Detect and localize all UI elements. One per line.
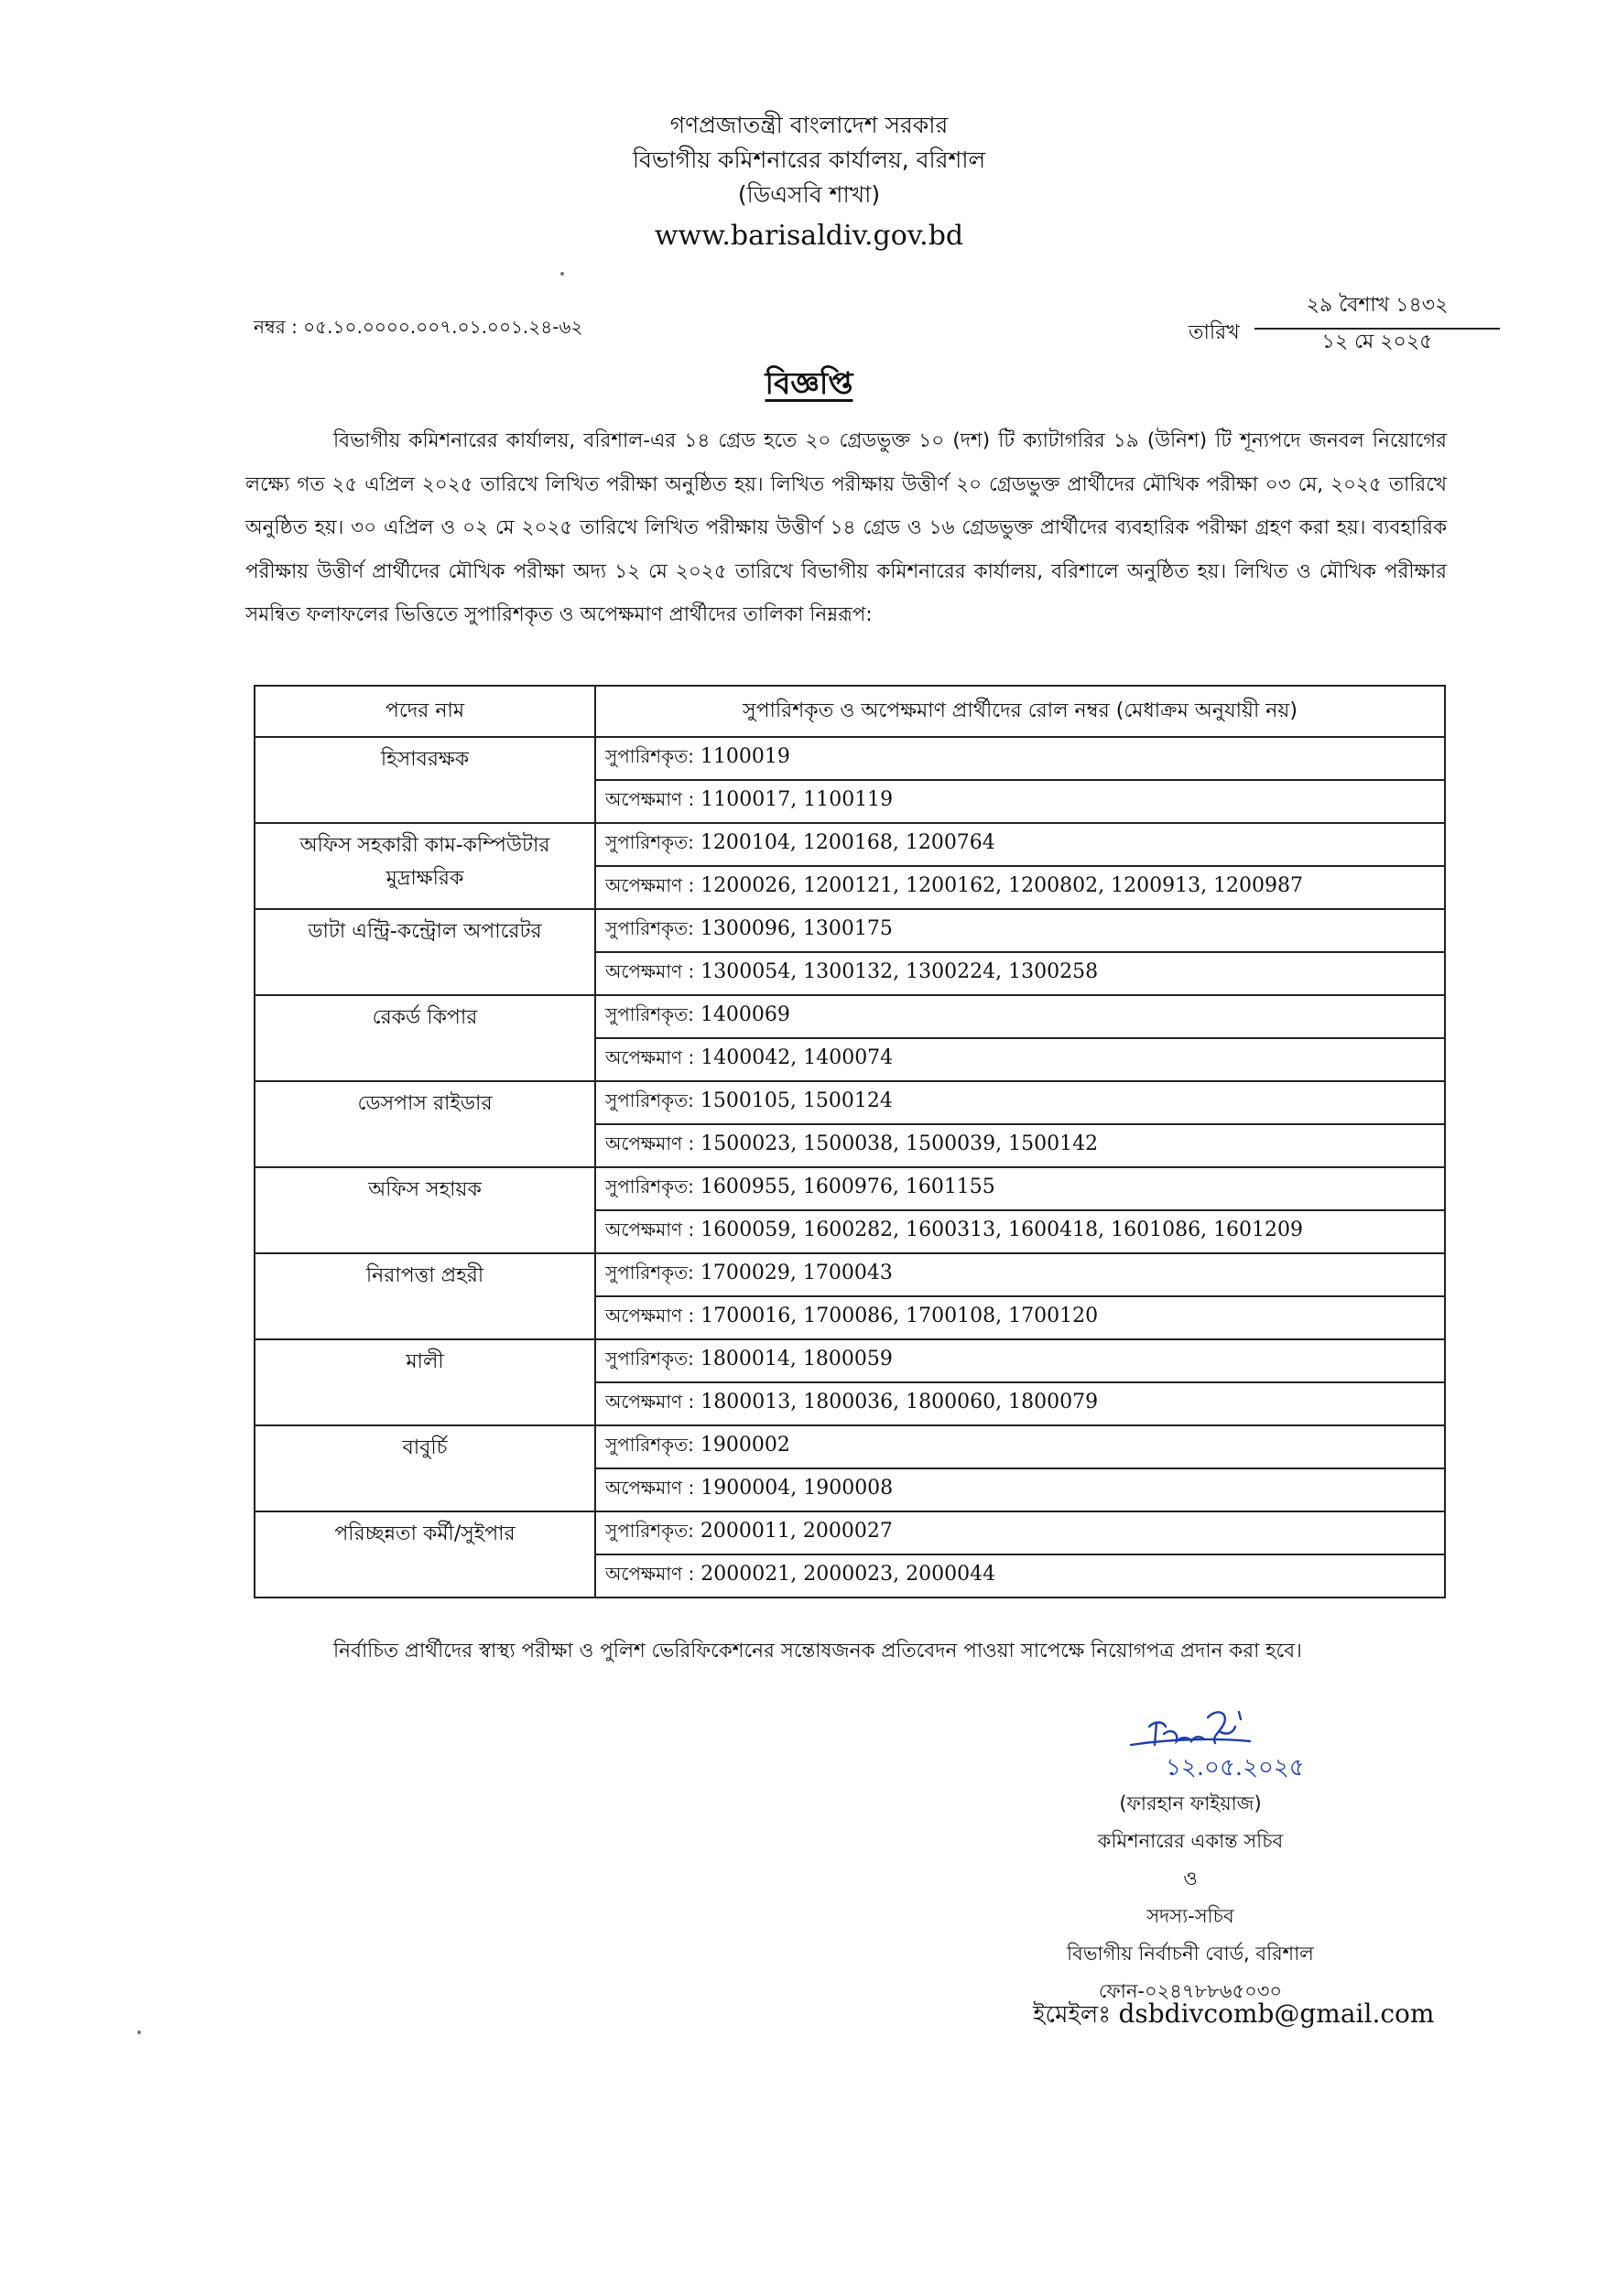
waiting-rolls	[595, 1554, 1445, 1597]
waiting-rolls	[595, 866, 1445, 909]
waiting-rolls	[595, 1210, 1445, 1253]
branch-name: (ডিএসবি শাখা)	[737, 181, 881, 208]
date-values	[1254, 287, 1500, 361]
table-row	[255, 1511, 1445, 1554]
recommended-label: সুপারিশকৃত:	[605, 1175, 694, 1197]
table-body	[255, 737, 1445, 1597]
table-row	[255, 1253, 1445, 1296]
waiting-values: 1300054, 1300132, 1300224, 1300258	[700, 960, 1099, 983]
waiting-rolls	[595, 1038, 1445, 1081]
recommended-label: সুপারিশকৃত:	[605, 1520, 694, 1542]
table-row	[255, 1425, 1445, 1468]
waiting-rolls	[595, 1124, 1445, 1167]
signature-mark	[1113, 1699, 1396, 1782]
signatory-block	[1026, 1785, 1355, 2010]
government-name: গণপ্রজাতন্ত্রী বাংলাদেশ সরকার	[669, 112, 949, 138]
table-row	[255, 1081, 1445, 1124]
recommended-rolls	[595, 1511, 1445, 1554]
waiting-label: অপেক্ষমাণ :	[605, 1477, 695, 1499]
waiting-values: 1800013, 1800036, 1800060, 1800079	[700, 1391, 1099, 1413]
office-name: বিভাগীয় কমিশনারের কার্যালয়, বরিশাল	[632, 146, 986, 173]
table-header-row	[255, 686, 1445, 737]
recommended-values: 1800014, 1800059	[700, 1348, 893, 1370]
recommended-rolls	[595, 1081, 1445, 1124]
table-row	[255, 909, 1445, 952]
waiting-label: অপেক্ষমাণ :	[605, 960, 695, 982]
recommended-rolls	[595, 1167, 1445, 1210]
recommended-label: সুপারিশকৃত:	[605, 1089, 694, 1111]
waiting-label: অপেক্ষমাণ :	[605, 1218, 695, 1240]
table-row	[255, 1339, 1445, 1382]
recommended-values: 1400069	[700, 1003, 790, 1026]
recommended-values: 1600955, 1600976, 1601155	[700, 1175, 995, 1198]
table-row	[255, 1167, 1445, 1210]
email-label: ইমেইলঃ	[1033, 2001, 1112, 2029]
date-label: তারিখ	[1189, 321, 1240, 344]
scan-speck	[560, 272, 564, 276]
post-name: নিরাপত্তা প্রহরী	[255, 1253, 595, 1339]
recommended-values: 1900002	[700, 1434, 790, 1457]
recommended-values: 1700029, 1700043	[700, 1262, 893, 1284]
waiting-label: অপেক্ষমাণ :	[605, 1305, 695, 1327]
recommended-values: 1300096, 1300175	[700, 917, 893, 940]
recommended-rolls	[595, 995, 1445, 1038]
recommended-label: সুপারিশকৃত:	[605, 745, 694, 767]
handwritten-signature-icon	[1113, 1699, 1396, 1782]
post-name: রেকর্ড কিপার	[255, 995, 595, 1081]
recommended-label: সুপারিশকৃত:	[605, 1434, 694, 1456]
signature-date: ১২.০৫.২০২৫	[1166, 1754, 1305, 1782]
waiting-rolls	[595, 780, 1445, 823]
waiting-values: 1900004, 1900008	[700, 1477, 894, 1500]
post-name: অফিস সহকারী কাম-কম্পিউটার মুদ্রাক্ষরিক	[255, 823, 595, 909]
post-name: মালী	[255, 1339, 595, 1425]
recommended-rolls	[595, 1253, 1445, 1296]
signatory-name: (ফারহান ফাইয়াজ)	[1119, 1792, 1262, 1814]
recommended-values: 1500105, 1500124	[700, 1089, 893, 1112]
signatory-conjunction: ও	[1183, 1868, 1198, 1890]
waiting-label: অপেক্ষমাণ :	[605, 874, 695, 896]
waiting-values: 1700016, 1700086, 1700108, 1700120	[700, 1305, 1099, 1327]
waiting-rolls	[595, 1382, 1445, 1425]
waiting-values: 1600059, 1600282, 1600313, 1600418, 1601086, 1601209	[700, 1218, 1304, 1241]
post-name: হিসাবরক্ষক	[255, 737, 595, 823]
recommended-label: সুপারিশকৃত:	[605, 1003, 694, 1025]
date-divider	[1254, 328, 1500, 330]
waiting-rolls	[595, 952, 1445, 995]
post-name: বাবুর্চি	[255, 1425, 595, 1511]
waiting-label: অপেক্ষমাণ :	[605, 1132, 695, 1154]
signatory-role: সদস্য-সচিব	[1146, 1905, 1234, 1927]
recommended-values: 2000011, 2000027	[700, 1520, 893, 1543]
scan-speck	[137, 2031, 141, 2034]
recommended-label: সুপারিশকৃত:	[605, 1348, 694, 1370]
table-row	[255, 995, 1445, 1038]
waiting-rolls	[595, 1296, 1445, 1339]
table-row	[255, 823, 1445, 866]
waiting-label: অপেক্ষমাণ :	[605, 788, 695, 810]
recommended-label: সুপারিশকৃত:	[605, 831, 694, 853]
post-name: ডেসপাস রাইডার	[255, 1081, 595, 1167]
notice-title-text: বিজ্ঞপ্তি	[765, 365, 853, 401]
recommended-rolls	[595, 1425, 1445, 1468]
notice-title	[0, 360, 1618, 411]
post-name: পরিচ্ছন্নতা কর্মী/সুইপার	[255, 1511, 595, 1597]
recommended-label: সুপারিশকৃত:	[605, 1262, 694, 1283]
waiting-label: অপেক্ষমাণ :	[605, 1563, 695, 1585]
recommended-rolls	[595, 737, 1445, 780]
signatory-phone: ফোন-০২৪৭৮৮৬৫০৩০	[1098, 1980, 1283, 2002]
letterhead	[0, 108, 1618, 260]
memo-number: নম্বর : ০৫.১০.০০০০.০০৭.০১.০০১.২৪-৬২	[254, 316, 583, 338]
table-row	[255, 737, 1445, 780]
waiting-values: 1200026, 1200121, 1200162, 1200802, 1200913, 1200987	[700, 874, 1304, 897]
signatory-email	[1033, 1996, 1434, 2036]
recommended-rolls	[595, 909, 1445, 952]
recommended-label: সুপারিশকৃত:	[605, 917, 694, 939]
waiting-values: 2000021, 2000023, 2000044	[700, 1563, 996, 1586]
recommended-values: 1100019	[700, 745, 790, 768]
date-english: ১২ মে ২০২৫	[1321, 330, 1433, 353]
recommended-rolls	[595, 823, 1445, 866]
post-name: অফিস সহায়ক	[255, 1167, 595, 1253]
waiting-values: 1500023, 1500038, 1500039, 1500142	[700, 1132, 1099, 1155]
closing-note: নির্বাচিত প্রার্থীদের স্বাস্থ্য পরীক্ষা ও পুলিশ ভেরিফিকেশনের সন্তোষজনক প্রতিবেদন পাওয়া সাপেক্ষে নিয়োগপত্র প্রদান করা হবে।	[333, 1640, 1302, 1662]
waiting-label: অপেক্ষমাণ :	[605, 1391, 695, 1413]
email-address: dsbdivcomb@gmail.com	[1118, 1998, 1435, 2029]
post-name: ডাটা এন্ট্রি-কন্ট্রোল অপারেটর	[255, 909, 595, 995]
website: www.barisaldiv.gov.bd	[654, 220, 964, 252]
date-bangla: ২৯ বৈশাখ ১৪৩২	[1306, 294, 1449, 317]
notice-body: বিভাগীয় কমিশনারের কার্যালয়, বরিশাল-এর ১৪ গ্রেড হতে ২০ গ্রেডভুক্ত ১০ (দশ) টি ক্যাটাগরির ১৯ (উনিশ) টি শূন্যপদে জনবল নিয়োগের লক্ষ্যে গত ২৫ এপ্রিল ২০২৫ তারিখে লিখিত পরীক্ষা অনুষ্ঠিত হয়। লিখিত পরীক্ষায় উত্তীর্ণ ২০ গ্রেডভুক্ত প্রার্থীদের মৌখিক পরীক্ষা ০৩ মে, ২০২৫ তারিখে অনুষ্ঠিত হয়। ৩০ এপ্রিল ও ০২ মে ২০২৫ তারিখে লিখিত পরীক্ষায় উত্তীর্ণ ১৪ গ্রেড ও ১৬ গ্রেডভুক্ত প্রার্থীদের ব্যবহারিক পরীক্ষা গ্রহণ করা হয়। ব্যবহারিক পরীক্ষায় উত্তীর্ণ প্রার্থীদের মৌখিক পরীক্ষা অদ্য ১২ মে ২০২৫ তারিখে বিভাগীয় কমিশনারের কার্যালয়, বরিশালে অনুষ্ঠিত হয়। লিখিত ও মৌখিক পরীক্ষার সমন্বিত ফলাফলের ভিত্তিতে সুপারিশকৃত ও অপেক্ষমাণ প্রার্থীদের তালিকা নিম্নরূপ:	[245, 429, 1447, 626]
header-rolls: সুপারিশকৃত ও অপেক্ষমাণ প্রার্থীদের রোল নম্বর (মেধাক্রম অনুযায়ী নয়)	[595, 686, 1445, 737]
recommended-values: 1200104, 1200168, 1200764	[700, 831, 995, 854]
waiting-values: 1400042, 1400074	[700, 1046, 894, 1069]
candidate-table	[254, 685, 1446, 1598]
waiting-label: অপেক্ষমাণ :	[605, 1046, 695, 1068]
header-post: পদের নাম	[255, 686, 595, 737]
waiting-rolls	[595, 1468, 1445, 1511]
waiting-values: 1100017, 1100119	[700, 788, 894, 811]
signatory-designation: কমিশনারের একান্ত সচিব	[1097, 1830, 1284, 1852]
recommended-rolls	[595, 1339, 1445, 1382]
signatory-board: বিভাগীয় নির্বাচনী বোর্ড, বরিশাল	[1067, 1943, 1314, 1965]
